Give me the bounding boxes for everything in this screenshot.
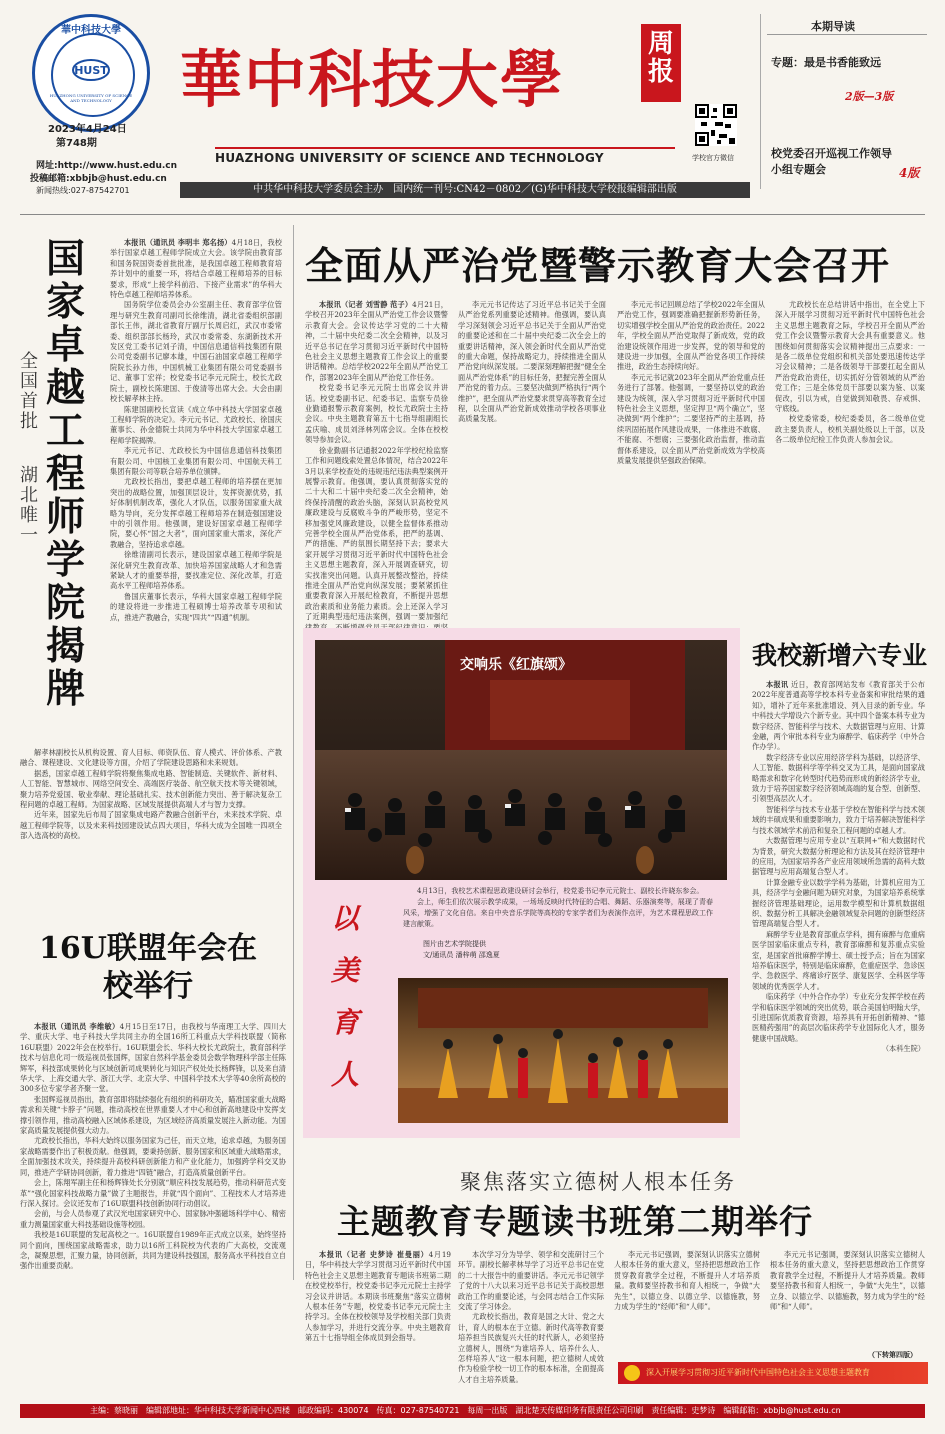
slogan-banner xyxy=(618,1362,928,1384)
article5-col-2: 本次学习分为导学、领学和交流研讨三个环节。副校长解孝林导学了习近平总书记在党的二十大报告中的重要讲话。李元元书记领学了党的十八大以来习近平总书记关于高校思想政治工作的重要论述，与会同志结合工作实际交流了学习体会。 尤政校长指出，教育是国之大计、党之大计，育人的根本在于立德。新时代高等教育要培养担当民族复兴大任的时代新人，必须坚持立德树人，围绕“为谁培养人、培养什么人、怎样培养人”这一根本问题，把立德树人成效作为检验学校一切工作的根本标准，全面提高人才自主培养质量。 xyxy=(458,1250,604,1384)
article5-col-4: 李元元书记强调，要深刻认识落实立德树人根本任务的重大意义，坚持把思想政治工作贯穿教育教学全过程，不断提升人才培养质量。教师要坚持教书和育人相统一，争做“大先生”，以德立身、以德立学、以德施教，努力成为学生的“经师”和“人师”。 xyxy=(770,1250,925,1312)
logo-emblem xyxy=(71,55,111,85)
page-footer xyxy=(20,1404,925,1418)
university-logo xyxy=(32,14,150,132)
toc-item-2[interactable]: 校党委召开巡视工作领导小组专题会 xyxy=(771,147,892,176)
slogan-text: 深入开展学习贯彻习近平新时代中国特色社会主义思想主题教育 xyxy=(646,1368,870,1377)
photo-credit-2: 文/通讯员 潘梓萌 邵逸夏 xyxy=(423,951,500,959)
article3-body: 本报讯 近日，教育部网站发布《教育部关于公布2022年度普通高等学校本科专业备案和审批结果的通知》，增补了近年来批准增设、列入目录的新专业。华中科技大学增设六个新专业。其中四个备案本科专业为数字经济、智能科学与技术、大数据管理与应用、计算金融，两个审批本科专业为麻醉学、临床药学（中外合作办学）。 数字经济专业以应用经济学科为基础，以经济学、人工智能、数据科学等学科交叉为工具，是面向国家战略需求和数字化转型时代趋势而形成的新经济学专业，致力于培养国家数字经济领域高端的复合型、创新型、引领型高层次人才。 智能科学与技术专业基于学校在智能科学与技术领域的丰硕成果和重要影响力，致力于培养解决智能科学与技术领域学术前沿和复杂工程问题的卓越人才。 大数据管理与应用专业以“互联网+”和大数据时代为背景，研究大数据分析理论和方法及其在经济管理中的应用，为国家培养各产业应用领域所急需的高科大数据管理与应用高端复合型人才。 计算金融专业以数学学科为基础，计算机应用为工具，经济学与金融问题为研究对象，为国家培养系统掌握经济管理基础理论，运用数学模型和计算机数据组织、数据分析工具解决金融领域复杂问题的创新型经济管理高端复合型人才。 麻醉学专业是教育部重点学科，拥有麻醉与危重病医学国家临床重点专科，教育部麻醉和复苏重点实验室，是国家首批麻醉学博士、硕士授予点；旨在为国家培养临床医学，特别是临床麻醉，危重症医学、急诊医学、急救医学、疼痛诊疗医学、康复医学、全科医学等领域的优秀医学人才。 临床药学（中外合作办学）专业充分发挥学校在药学和临床医学领域的突出优势，联合美国伯明翰大学，引进国际优质教育资源，培养具有开拓创新精神、“德医精药强用”的高层次临床药学专业国际化人才，服务健康中国战略。 （本科生院） xyxy=(752,680,925,1054)
photo-feature-caption: 4月13日，我校艺术课程思政建设研讨会举行，校党委书记李元元院士、副校长许晓东参会。 会上，师生们依次展示教学成果，一场场反映时代特征的合唱、舞蹈、乐器演奏等，展现了青春风采，增强了文化自信。来自中央音乐学院等高校的专家学者们为表演作点评，为艺术课程思政工作建言献策。 xyxy=(403,887,713,928)
newspaper-title: 華中科技大學 xyxy=(180,43,565,116)
weekly-badge: 周 报 xyxy=(641,24,681,102)
photo-feature-title: 以美育人 xyxy=(331,902,360,1091)
article1-body-bottom: 解孝林副校长从机构设置、育人目标、师资队伍、育人模式、评价体系、产教融合、课程建设、文化建设等方面，介绍了学院建设思路和未来规划。 据悉，国家卓越工程师学院将聚焦集成电路、智能制造、关键软件、新材料、人工智能、智慧城市、网络空间安全、高端医疗装备、航空航天技术等关键领域，聚力培养党爱国、敬业奉献、理论基础扎实、技术创新能力突出、善于解决复杂工程问题的卓越工程师。为国家战略、区域发展提供高端人才与智力支撑。 近年来，国家先后布局了国家集成电路产教融合创新平台，未来技术学院、卓越工程师学院等，以及未来科技园建设试点四大项目，华科大成为全国唯一四项全部入选高校的高校。 xyxy=(20,748,282,841)
svg-text:HUST: HUST xyxy=(74,64,108,77)
article1-headline: 国家卓越工程师学院揭牌 xyxy=(46,236,86,712)
article3-headline: 我校新增六专业 xyxy=(752,641,928,670)
photo-credit-1: 图片由艺术学院提供 xyxy=(423,940,486,948)
article2-col-4: 尤政校长在总结讲话中指出，在全党上下深入开展学习贯彻习近平新时代中国特色社会主义思想主题教育之际，学校召开全面从严治党工作会议暨警示教育大会具有重要意义。他围绕如何贯彻落实会议精神提出三点要求：一是各二级单位党组织和机关部处要迅速传达学习会议精神；二是各级领导干部要扛起全面从严治党政治责任，切实抓好分管领域的从严治党工作；三是全体党员干部要以案为鉴、以案促改，引以为戒，自觉做到知敬畏、存戒惧、守底线。 校党委常委，校纪委委员，各二级单位党政主要负责人，校机关副处级以上干部，以及各二级单位纪检工作负责人参加会议。 xyxy=(775,300,925,445)
masthead xyxy=(0,0,945,205)
qr-caption: 学校官方微信 xyxy=(692,154,734,162)
article4-headline: 16U联盟年会在校举行 xyxy=(39,931,257,1004)
qr-code-icon[interactable] xyxy=(695,104,737,146)
toc-item-1[interactable]: 专题：最是书香能致远 xyxy=(771,56,881,69)
table-of-contents xyxy=(760,14,931,189)
footer-text: 主编：蔡晓丽 编辑部地址：华中科技大学新闻中心四楼 邮政编码：430074 传真：027-87540721 每周一出版 湖北楚天传媒印务有限责任公司印刷 责任编辑：史梦诗 编辑邮箱：xbbjb@hust.edu.cn xyxy=(90,1406,841,1415)
article5-col-3: 李元元书记强调，要深刻认识落实立德树人根本任务的重大意义，坚持把思想政治工作贯穿教育教学全过程，不断提升人才培养质量。教师要坚持教书和育人相统一，争做“大先生”，以德立身、以德立学、以德施教，努力成为学生的“经师”和“人师”。 xyxy=(614,1250,760,1312)
toc-heading: 本期导读 xyxy=(811,20,855,33)
article1-body-top: 本报讯（通讯员 李明丰 郑名扬）4月18日，我校举行国家卓越工程师学院成立大会。该学院由教育部和国务院国资委首批批准，是我国卓越工程师教育培养计划中的重要一环，将结合卓越工程师培养的目标要求，形成“上接学科前沿、下接产业需求”的华科大特色卓越工程师培养体系。 国务院学位委员会办公室副主任、教育部学位管理与研究生教育司副司长徐维清，湖北省委组织部副部长王伟，湖北省教育厅副厅长周启红，武汉市委常委、组织部部长杨玲，武汉市委常委、东湖新技术开发区党工委书记刘子清，中国信息通信科技集团有限公司党委副书记廖本雄，中国石油国家卓越工程师学院院长孙力伟，中国机械工业集团有限公司党委副书记、董事丁宏祥；校党委书记李元元院士，校长尤政院士，副校长陈建国、于俊清等出席大会。大会由副校长解孝林主持。 陈建国副校长宣读《成立华中科技大学国家卓越工程师学院的决定》。李元元书记、尤政校长、徐国庆董事长、孙金德院士共同为华中科技大学国家卓越工程师学院揭牌。 李元元书记、尤政校长为中国信息通信科技集团有限公司、中国核工业集团有限公司、中国航天科工集团有限公司等联合培养单位颁牌。 尤政校长指出，要把卓越工程师的培养摆在更加突出的战略位置，加强顶层设计，发挥资源优势，抓好体制机制改革，强化人才队伍，以服务国家重大战略为导向，充分发挥卓越工程师培养在制造强国建设中的引领作用。他强调，建设好国家卓越工程师学院，要心怀“国之大者”，面向国家重大需求，深化产教融合，坚持追求卓越。 徐维清副司长表示，建设国家卓越工程师学院是深化研究生教育改革、加快培养国家战略人才和急需紧缺人才的重要举措，要找准定位、深化改革，打造高水平工程师培养体系。 鲁国庆董事长表示，华科大国家卓越工程师学院的建设将进一步推进工程硕博士培养改革专项和试点，推进产教融合，实现“四共”“四通”机制。 xyxy=(110,238,282,622)
orchestra-banner-label: 交响乐《红旗颂》 xyxy=(460,657,572,673)
dance-performance-photo xyxy=(398,978,728,1123)
website-link[interactable]: 网址:http://www.hust.edu.cn xyxy=(36,161,178,171)
article4-body: 本报讯（通讯员 李维敏）4月15日至17日，由我校与华南理工大学、四川大学、重庆大学、电子科技大学共同主办的全国16所工科重点大学科技联盟（简称16U联盟）2022年会在校举行。16U联盟会长、华科大校长尤政院士，教育部科学技术与信息化司一级巡视员张国辉，国家自然科学基金委员会数学物理科学部主任陈辉军，科技部成果转化与区域创新司成果转化与知识产权处处长杨辉锋，以及来自清华大学、上海交通大学、浙江大学、北京大学、中国科学技术大学等40余所高校的300多位专家学者齐聚一堂。 张国辉巡视员指出，教育部即将陆续强化有组织的科研攻关，瞄准国家重大战略需求和关键“卡脖子”问题，推动高校在世界重要人才中心和创新高地建设中发挥支撑引领作用，推动高校融入区域体系建设，为区域经济高质量发展注入新动能。为国家高质量发展提供强大动力。 尤政校长指出，华科大始终以服务国家为己任，而天立地，追求卓越，为服务国家战略需要作出了积极贡献。他强调，要秉持创新、服务国家和区域重大战略需求，全面加强技术攻关，持续提升高校科研创新能力和产业化能力，加强跨学科交叉协同，推进产学研协同创新，着力推进“四链”融合，打造高质量创新平台。 会上，陈翔军副主任和杨辉锋处长分别就“顺应科技发展趋势，推动科研范式变革”“强化国家科技战略力量”做了主题报告，并就“四个面向”、工程技术人才培养进行深入探讨。会议还发布了16U联盟科技创新协同行动倡议。 会前，与会人员参观了武汉光电国家研究中心、国家脉冲强磁场科学中心、精密重力测量国家重大科技基础设施等校园。 我校是16U联盟的发起高校之一。16U联盟自1989年正式成立以来，始终坚持同个面向，围绕国家战略需求，助力以16所工科院校为代表的广大高校，交流观念，凝聚思想，汇聚力量，协同创新，共同为建设科技强国，服务高水平科技自立自强作出重要贡献。 xyxy=(20,1022,286,1271)
logo-latin-text: HUAZHONG UNIVERSITY OF SCIENCE AND TECHNOLOGY xyxy=(49,93,133,103)
news-hotline: 新闻热线:027-87542701 xyxy=(36,186,130,195)
article2-col-3: 李元元书记回顾总结了学校2022年全面从严治党工作，强调要准确把握新形势新任务，切实增强学校全面从严治党的政治责任。2022年，学校全面从严治党取得了新成效，党的政治建设统领作用进一步发挥，党的领导和党的建设进一步加强，全面从严治党各项工作持续推进，政治生态持续向好。 李元元书记就2023年全面从严治党重点任务进行了部署。他强调，一要坚持以党的政治建设为统领，深入学习贯彻习近平新时代中国特色社会主义思想，坚定捍卫“两个确立”，坚决做到“两个维护”；二要坚持严的主基调，持续巩固拓展作风建设成果，一体推进不敢腐、不能腐、不想腐；三要强化政治监督，推动监督体系建设，以全面从严治党新成效为学校高质量发展提供坚强政治保障。 xyxy=(617,300,765,466)
issue-date: 2023年4月24日 xyxy=(48,124,127,135)
masthead-rule xyxy=(215,147,675,149)
party-emblem-icon xyxy=(624,1365,640,1381)
article1-subtitle-1: 全国首批 xyxy=(20,351,38,432)
logo-ring-text: 華中科技大學 xyxy=(61,25,121,36)
toc-item-2-pages: 4版 xyxy=(899,166,920,180)
article5-col-1: 本报讯（记者 史梦诗 崔曼丽）4月19日，华中科技大学学习贯彻习近平新时代中国特色社会主义思想主题教育专题读书班第二期在校党校举行，校党委书记李元元院士主持学习会议并讲话。本期读书班聚焦“落实立德树人根本任务”专题，校党委书记李元元院士主持学习。全体在校校领导及学校相关部门负责人参加学习，并进行交流分享。中央主题教育第五十七指导组全体成员到会指导。 xyxy=(305,1250,451,1343)
publisher-banner: 中共华中科技大学委员会主办 国内统一刊号:CN42－0802／(G)华中科技大学校报编辑部出版 xyxy=(180,182,750,198)
toc-item-1-pages: 2版—3版 xyxy=(845,90,894,103)
continued-note: （下转第四版） xyxy=(868,1350,917,1359)
article5-kicker: 聚焦落实立德树人根本任务 xyxy=(460,1170,736,1194)
issue-number: 第748期 xyxy=(56,138,97,149)
article1-subtitle-2: 湖北唯一 xyxy=(20,465,38,546)
article5-headline: 主题教育专题读书班第二期举行 xyxy=(337,1202,813,1241)
contribute-email[interactable]: 投稿邮箱:xbbjb@hust.edu.cn xyxy=(30,174,167,184)
article2-headline: 全面从严治党暨警示教育大会召开 xyxy=(305,243,891,288)
orchestra-photo xyxy=(315,640,727,880)
photo-feature-panel xyxy=(303,628,740,1138)
article2-col-2: 李元元书记传达了习近平总书记关于全面从严治党系列重要论述精神。他强调，要认真学习深刻领会习近平总书记关于全面从严治党的重要论述和在二十届中央纪委二次全会上的重要讲话精神，深入领会新时代全面从严治党的重大命题，保持战略定力，持续推进全面从严治党向纵深发展。二要深刻理解把握“健全全面从严治党体系”的目标任务，把握完善全面从严治党的着力点。三要坚决做到严格执行“两个维护”，把全面从严治党要求贯穿高等教育全过程，以全面从严治党新成效推动学校各项事业高质量发展。 xyxy=(458,300,606,424)
article2-col-1: 本报讯（记者 刘雪静 范子）4月21日，学校召开2023年全面从严治党工作会议暨警示教育大会。会议传达学习党的二十大精神，二十届中央纪委二次全会精神，以及习近平总书记在学习贯彻习近平新时代中国特色社会主义思想主题教育工作会议上的重要讲话精神。总结学校2022年全面从严治党工作，部署2023年全面从严治党工作任务。 校党委书记李元元院士出席会议并讲话。校党委副书记、纪委书记、监察专员徐业勤通报警示教育案例，校长尤政院士主持会议。中央主题教育第五十七指导组副组长孟庆喻、成员刘泽林列席会议。全体在校校领导参加会议。 徐业勤副书记通报2022年学校纪检监察工作和问题线索处置总体情况，结合2022年3月以来学校查处的违规违纪违法典型案例开展警示教育。他强调，要认真贯彻落实党的二十大和二十届中央纪委二次全会精神，始终保持清醒的政治头脑，深刻认识高校党风廉政建设与反腐败斗争的严峻形势，坚定不移加强党风廉政建设，以健全监督体系推动完善学校全面从严治党体系，把严的基调、严的措施、严的氛围长期坚持下去；要求大家开展学习贯彻习近平新时代中国特色社会主义思想主题教育，深入开展调查研究，切实找准突出问题。认真开展整改整治，持续推进全面从严治党向纵深发展；要紧紧抓住重要教育深入开展纪检教育，不断提升思想政治素质和业务能力素质。会上还深入学习了近期典型违纪违法案例，强调一要加强纪 xyxy=(305,300,448,622)
english-title: HUAZHONG UNIVERSITY OF SCIENCE AND TECHNOLOGY xyxy=(215,151,604,165)
